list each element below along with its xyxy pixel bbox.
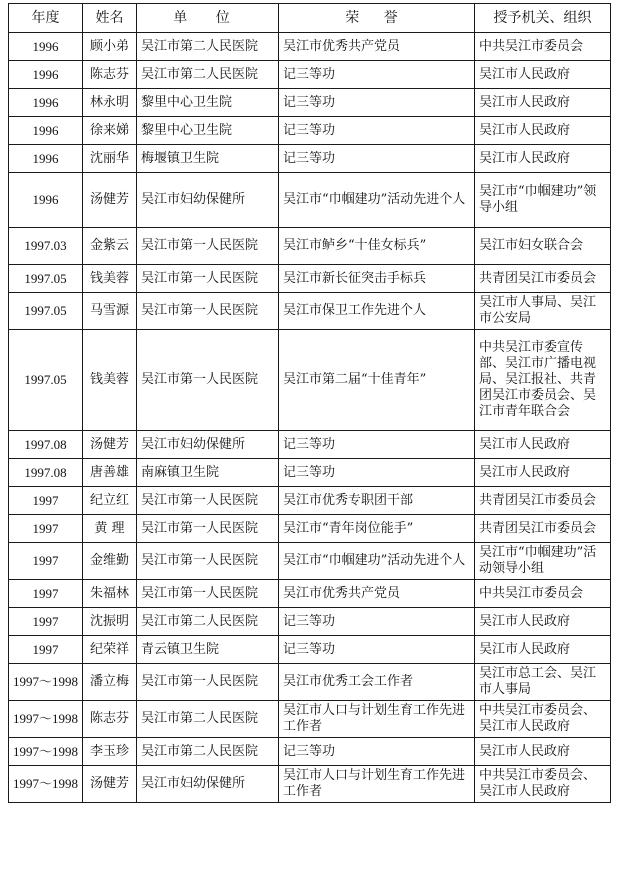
cell-org: 中共吴江市委员会、吴江市人民政府	[475, 701, 611, 738]
table-row	[9, 293, 611, 330]
header-honor: 荣 誉	[279, 4, 475, 33]
cell-unit: 吴江市第一人民医院	[137, 330, 279, 431]
cell-org: 中共吴江市委员会	[475, 580, 611, 608]
table-row	[9, 515, 611, 543]
cell-name: 徐来娣	[83, 117, 137, 145]
cell-name: 陈志芬	[83, 61, 137, 89]
honors-table	[8, 3, 611, 803]
cell-honor: 记三等功	[279, 117, 475, 145]
cell-unit: 吴江市第一人民医院	[137, 265, 279, 293]
cell-year: 1996	[9, 173, 83, 228]
cell-org: 吴江市人民政府	[475, 459, 611, 487]
cell-name: 唐善雄	[83, 459, 137, 487]
cell-unit: 吴江市第一人民医院	[137, 515, 279, 543]
cell-year: 1997～1998	[9, 701, 83, 738]
cell-unit: 吴江市第二人民医院	[137, 61, 279, 89]
cell-unit: 梅堰镇卫生院	[137, 145, 279, 173]
cell-honor: 吴江市人口与计划生育工作先进工作者	[279, 701, 475, 738]
cell-org: 中共吴江市委员会	[475, 33, 611, 61]
cell-year: 1996	[9, 145, 83, 173]
cell-org: 吴江市人民政府	[475, 89, 611, 117]
cell-name: 纪荣祥	[83, 636, 137, 664]
cell-name: 汤健芳	[83, 173, 137, 228]
cell-year: 1996	[9, 33, 83, 61]
cell-honor: 吴江市优秀工会工作者	[279, 664, 475, 701]
cell-org: 共青团吴江市委员会	[475, 265, 611, 293]
cell-name: 顾小弟	[83, 33, 137, 61]
cell-honor: 记三等功	[279, 145, 475, 173]
cell-name: 李玉珍	[83, 738, 137, 766]
cell-name: 沈振明	[83, 608, 137, 636]
cell-year: 1997	[9, 487, 83, 515]
cell-unit: 吴江市第一人民医院	[137, 664, 279, 701]
cell-honor: 记三等功	[279, 431, 475, 459]
cell-name: 朱福林	[83, 580, 137, 608]
cell-honor: 吴江市优秀共产党员	[279, 580, 475, 608]
header-name: 姓名	[83, 4, 137, 33]
table-row	[9, 431, 611, 459]
cell-name: 纪立红	[83, 487, 137, 515]
cell-name: 金维勤	[83, 543, 137, 580]
header-year: 年度	[9, 4, 83, 33]
header-unit: 单 位	[137, 4, 279, 33]
cell-year: 1997.05	[9, 293, 83, 330]
table-row	[9, 580, 611, 608]
cell-year: 1997.08	[9, 431, 83, 459]
cell-unit: 黎里中心卫生院	[137, 89, 279, 117]
cell-name: 陈志芬	[83, 701, 137, 738]
cell-honor: 记三等功	[279, 89, 475, 117]
cell-org: 吴江市人民政府	[475, 608, 611, 636]
cell-unit: 吴江市第一人民医院	[137, 543, 279, 580]
cell-honor: 记三等功	[279, 738, 475, 766]
cell-name: 钱美蓉	[83, 265, 137, 293]
table-row	[9, 608, 611, 636]
cell-name: 金紫云	[83, 228, 137, 265]
table-header-row	[9, 4, 611, 33]
table-row	[9, 265, 611, 293]
table-row	[9, 766, 611, 803]
cell-honor: 记三等功	[279, 459, 475, 487]
table-row	[9, 228, 611, 265]
cell-unit: 吴江市第一人民医院	[137, 228, 279, 265]
cell-honor: 记三等功	[279, 608, 475, 636]
cell-year: 1997.08	[9, 459, 83, 487]
cell-unit: 吴江市第二人民医院	[137, 701, 279, 738]
cell-org: 吴江市人民政府	[475, 61, 611, 89]
cell-honor: 吴江市“巾帼建功”活动先进个人	[279, 543, 475, 580]
table-row	[9, 33, 611, 61]
cell-honor: 吴江市优秀专职团干部	[279, 487, 475, 515]
cell-name: 钱美蓉	[83, 330, 137, 431]
cell-name: 林永明	[83, 89, 137, 117]
cell-org: 吴江市人民政府	[475, 117, 611, 145]
cell-year: 1997	[9, 608, 83, 636]
cell-unit: 吴江市妇幼保健所	[137, 766, 279, 803]
cell-honor: 吴江市保卫工作先进个人	[279, 293, 475, 330]
table-body	[9, 33, 611, 803]
cell-year: 1997.05	[9, 265, 83, 293]
table-row	[9, 701, 611, 738]
cell-year: 1997	[9, 515, 83, 543]
cell-org: 吴江市“巾帼建功”活动领导小组	[475, 543, 611, 580]
table-row	[9, 487, 611, 515]
cell-unit: 吴江市第二人民医院	[137, 608, 279, 636]
cell-year: 1997	[9, 580, 83, 608]
cell-org: 共青团吴江市委员会	[475, 515, 611, 543]
cell-name: 黄 理	[83, 515, 137, 543]
cell-org: 吴江市人事局、吴江市公安局	[475, 293, 611, 330]
table-row	[9, 117, 611, 145]
cell-unit: 吴江市第一人民医院	[137, 580, 279, 608]
cell-year: 1997	[9, 543, 83, 580]
cell-org: 共青团吴江市委员会	[475, 487, 611, 515]
cell-honor: 吴江市“巾帼建功”活动先进个人	[279, 173, 475, 228]
table-row	[9, 61, 611, 89]
cell-unit: 吴江市第二人民医院	[137, 33, 279, 61]
table-row	[9, 636, 611, 664]
header-org: 授予机关、组织	[475, 4, 611, 33]
cell-year: 1996	[9, 117, 83, 145]
cell-org: 吴江市总工会、吴江市人事局	[475, 664, 611, 701]
cell-name: 马雪源	[83, 293, 137, 330]
cell-year: 1997.03	[9, 228, 83, 265]
cell-org: 中共吴江市委员会、吴江市人民政府	[475, 766, 611, 803]
cell-unit: 黎里中心卫生院	[137, 117, 279, 145]
cell-year: 1997～1998	[9, 738, 83, 766]
cell-org: 吴江市人民政府	[475, 738, 611, 766]
cell-unit: 青云镇卫生院	[137, 636, 279, 664]
cell-year: 1997～1998	[9, 766, 83, 803]
cell-org: 中共吴江市委宣传部、吴江市广播电视局、吴江报社、共青团吴江市委员会、吴江市青年联合会	[475, 330, 611, 431]
table-row	[9, 459, 611, 487]
table-row	[9, 89, 611, 117]
cell-honor: 吴江市鲈乡“十佳女标兵”	[279, 228, 475, 265]
cell-year: 1997	[9, 636, 83, 664]
cell-name: 汤健芳	[83, 431, 137, 459]
cell-org: 吴江市人民政府	[475, 145, 611, 173]
cell-honor: 吴江市人口与计划生育工作先进工作者	[279, 766, 475, 803]
cell-honor: 吴江市“青年岗位能手”	[279, 515, 475, 543]
cell-honor: 记三等功	[279, 636, 475, 664]
cell-year: 1996	[9, 61, 83, 89]
cell-year: 1997.05	[9, 330, 83, 431]
cell-honor: 吴江市第二届“十佳青年”	[279, 330, 475, 431]
cell-org: 吴江市人民政府	[475, 431, 611, 459]
cell-honor: 吴江市新长征突击手标兵	[279, 265, 475, 293]
cell-org: 吴江市“巾帼建功”领导小组	[475, 173, 611, 228]
table-row	[9, 145, 611, 173]
table-row	[9, 173, 611, 228]
cell-year: 1997～1998	[9, 664, 83, 701]
cell-name: 沈丽华	[83, 145, 137, 173]
table-row	[9, 330, 611, 431]
cell-org: 吴江市人民政府	[475, 636, 611, 664]
cell-unit: 吴江市第一人民医院	[137, 487, 279, 515]
cell-org: 吴江市妇女联合会	[475, 228, 611, 265]
cell-unit: 吴江市第一人民医院	[137, 293, 279, 330]
cell-year: 1996	[9, 89, 83, 117]
table-row	[9, 738, 611, 766]
cell-honor: 吴江市优秀共产党员	[279, 33, 475, 61]
table-row	[9, 664, 611, 701]
cell-honor: 记三等功	[279, 61, 475, 89]
cell-name: 汤健芳	[83, 766, 137, 803]
cell-unit: 吴江市妇幼保健所	[137, 173, 279, 228]
cell-unit: 吴江市第二人民医院	[137, 738, 279, 766]
table-row	[9, 543, 611, 580]
cell-name: 潘立梅	[83, 664, 137, 701]
cell-unit: 南麻镇卫生院	[137, 459, 279, 487]
cell-unit: 吴江市妇幼保健所	[137, 431, 279, 459]
